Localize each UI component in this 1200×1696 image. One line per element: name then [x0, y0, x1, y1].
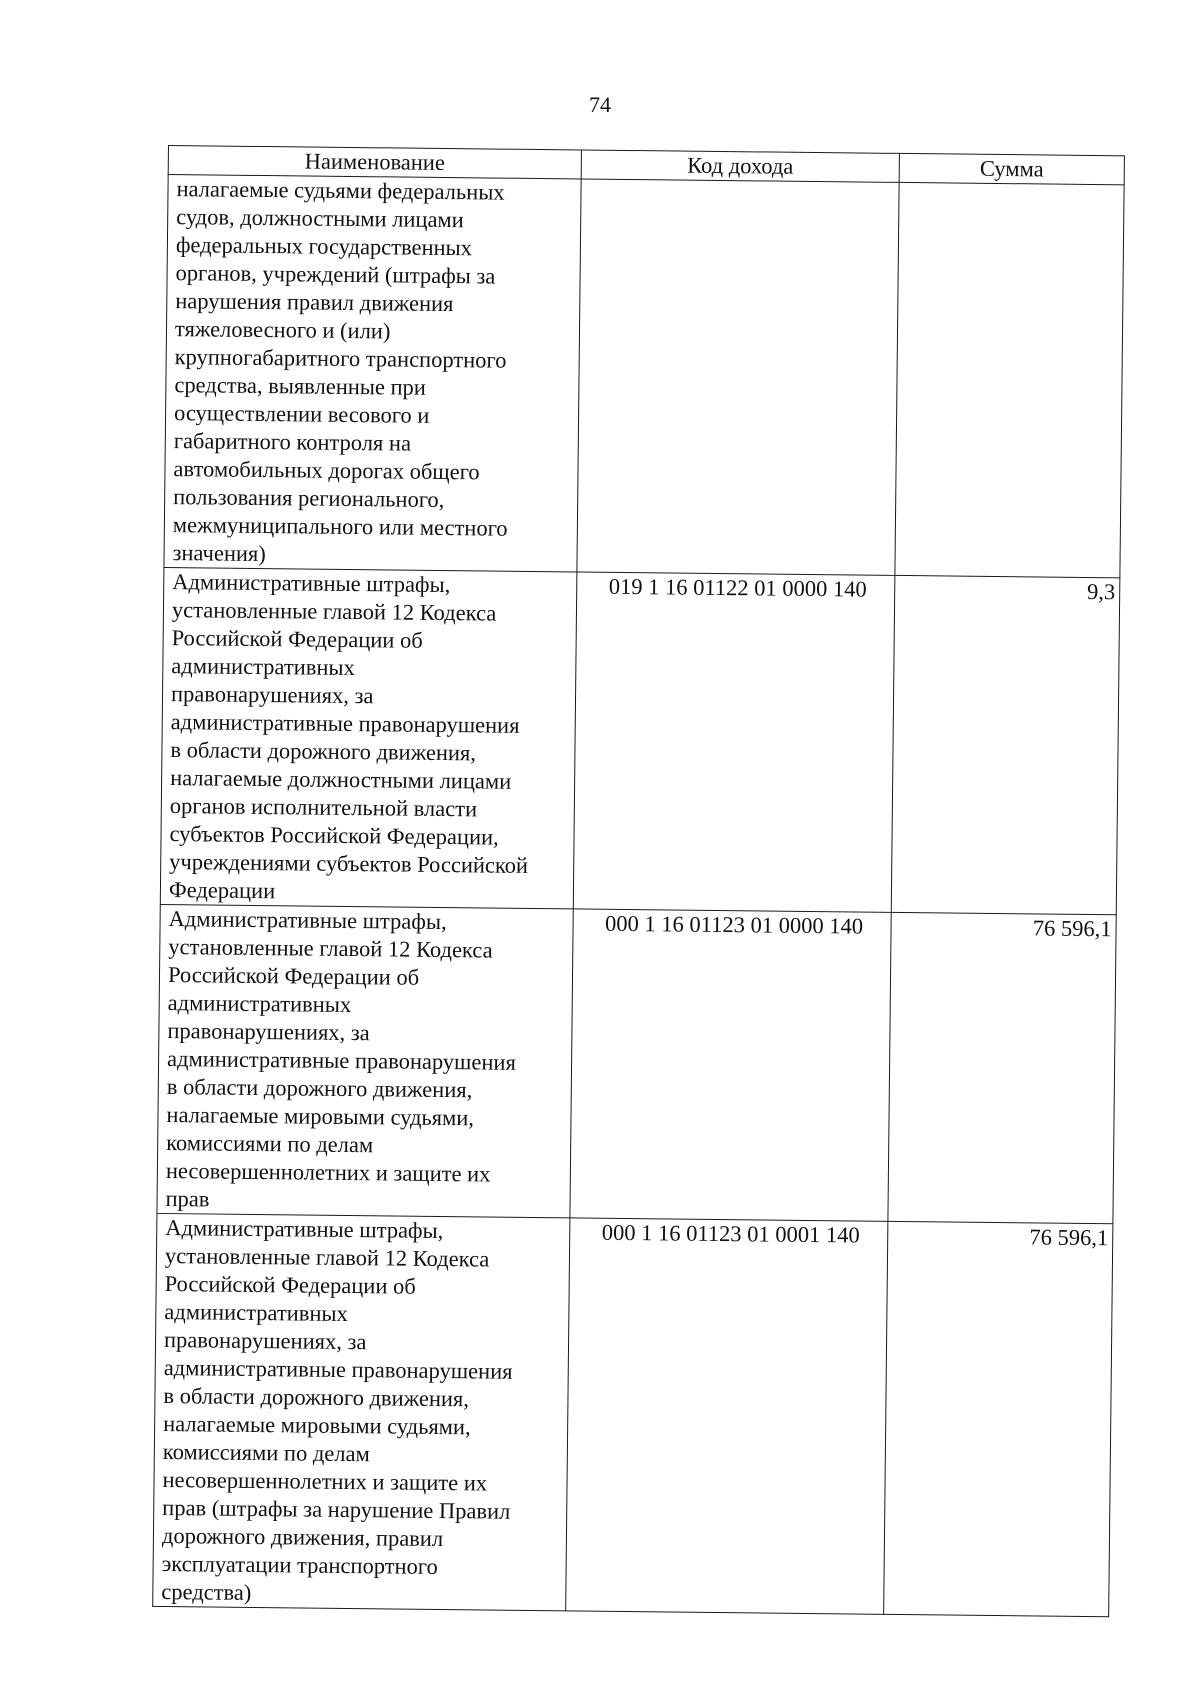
- row-sum: 76 596,1: [888, 912, 1116, 1223]
- header-sum: Сумма: [899, 153, 1124, 184]
- row-name: Административные штрафы, установленные главой 12 Кодекса Российской Федерации об административных правонарушениях, за административные правонарушения в области дорожного движения, налагаемые мировыми судьями, комиссиями по делам несовершеннолетних и защите их прав: [157, 904, 573, 1217]
- table-row: [164, 175, 1124, 578]
- row-name: Административные штрафы, установленные главой 12 Кодекса Российской Федерации об административных правонарушениях, за административные правонарушения в области дорожного движения, налагаемые должностными лицами органов исполнительной власти субъектов Российской Федерации, учреждениями субъектов Российской Федерации: [160, 567, 577, 908]
- row-code: [577, 179, 899, 575]
- revenue-table-wrapper: [152, 145, 1124, 1617]
- row-sum: [895, 182, 1124, 577]
- page-number: 74: [589, 92, 611, 117]
- table-row: [157, 904, 1116, 1223]
- table-row: [153, 1213, 1113, 1616]
- row-sum: 9,3: [891, 575, 1120, 914]
- row-name: Административные штрафы, установленные главой 12 Кодекса Российской Федерации об административных правонарушениях, за административные правонарушения в области дорожного движения, налагаемые мировыми судьями, комиссиями по делам несовершеннолетних и защите их прав (штрафы за нарушение Правил дорожного движения, правил эксплуатации транспортного средства): [153, 1213, 570, 1610]
- row-code: 000 1 16 01123 01 0001 140: [566, 1218, 888, 1614]
- row-name: налагаемые судьями федеральных судов, должностными лицами федеральных государственных органов, учреждений (штрафы за нарушения правил движения тяжеловесного и (или) крупногабаритного транспортного средства, выявленные при осуществлении весового и габаритного контроля на автомобильных дорогах общего пользования регионального, межмуниципального или местного значения): [164, 175, 581, 572]
- revenue-table: [152, 145, 1125, 1617]
- row-sum: 76 596,1: [884, 1221, 1113, 1616]
- table-row: [160, 567, 1120, 914]
- row-code: 019 1 16 01122 01 0000 140: [573, 572, 895, 912]
- header-code: Код дохода: [581, 150, 899, 182]
- header-name: Наименование: [168, 146, 581, 179]
- row-code: 000 1 16 01123 01 0000 140: [570, 909, 891, 1221]
